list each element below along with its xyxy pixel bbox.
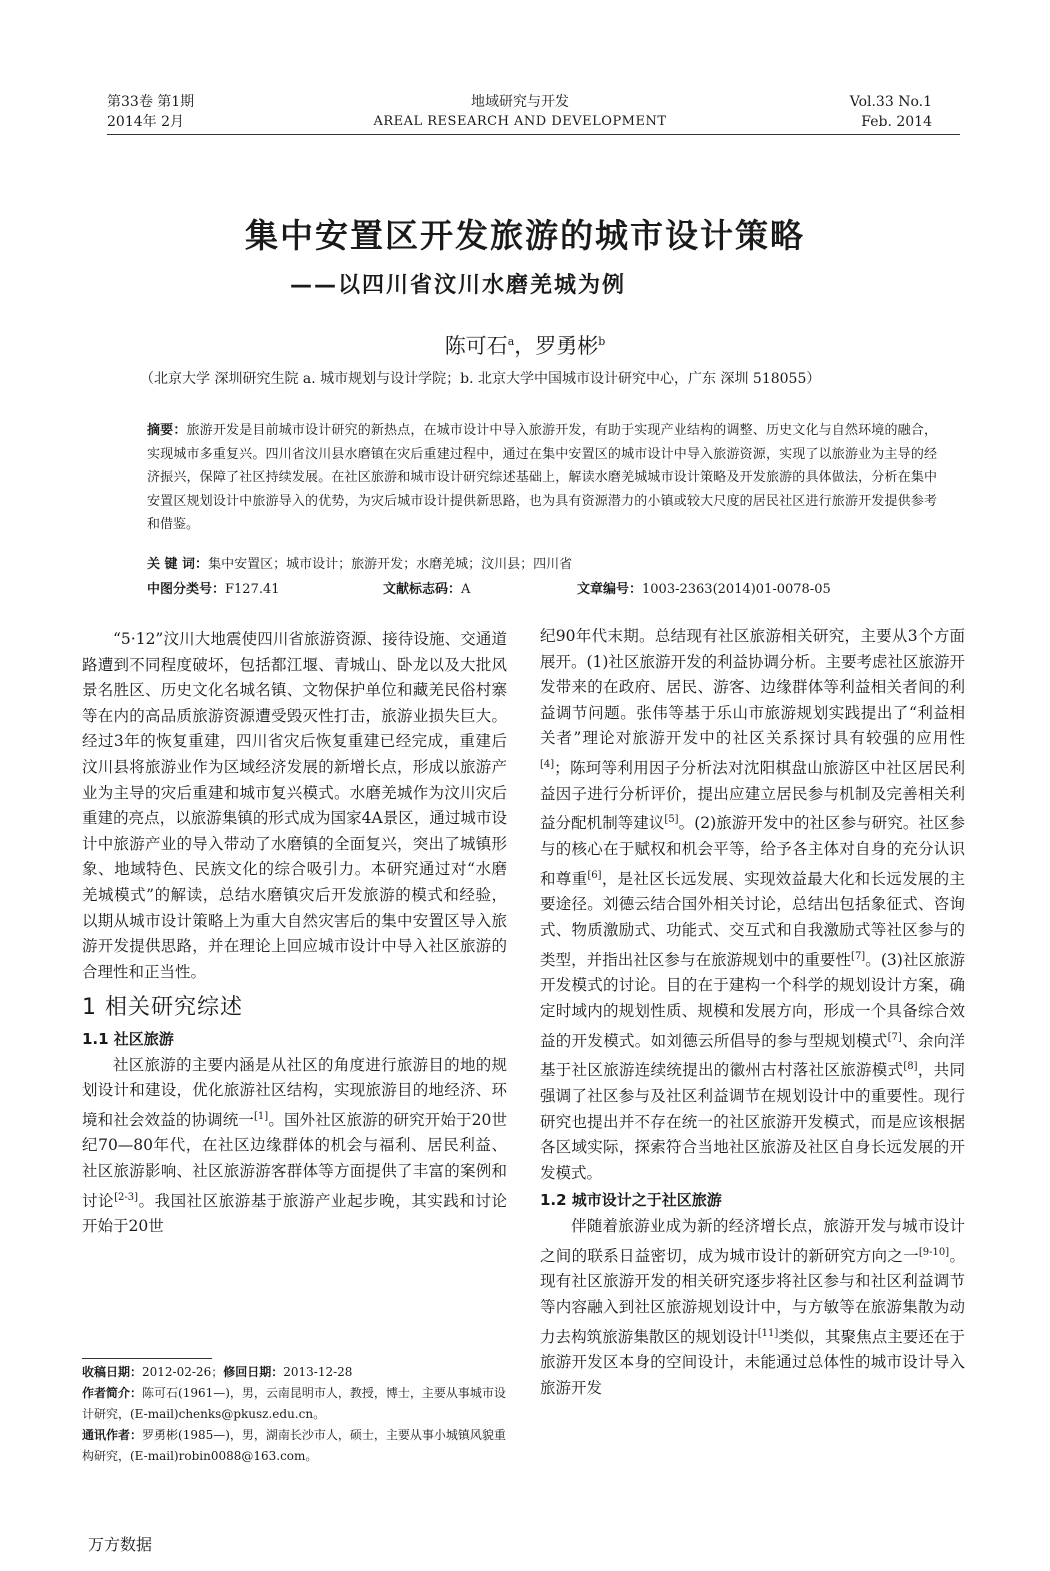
author-name: 陈可石 [444,334,508,358]
watermark: 万方数据 [88,1535,153,1554]
author-affil-mark: b [598,335,606,348]
citation: [2-3] [114,1191,138,1203]
body-text: 。(3)社区旅游开发模式的讨论。目的在于建构一个科学的规划设计方案，确定时域内的规划性质、规模和发展方向，形成一个具备综合效益的开发模式。如刘德云所倡导的参与型规划模式 [540,950,965,1050]
body-paragraph [540,1214,965,1401]
body-text: ，共同强调了社区参与及社区利益调节在规划设计中的重要性。现行研究也提出并不存在统一的社区旅游开发模式，而是应该根据各区域实际，探索符合当地社区旅游及社区自身长远发展的开发模式。 [540,1061,965,1182]
author-bio [82,1383,507,1425]
author-separator: ， [514,334,536,358]
citation: [1] [254,1110,269,1122]
author-affil-mark: a [507,335,515,348]
citation: [7] [887,1031,902,1043]
revised-label: 修回日期： [223,1365,284,1379]
body-text: 类似，其聚焦点主要还在于旅游开发区本身的空间设计，未能通过总体性的城市设计导入旅游开发 [540,1327,965,1397]
received-label: 收稿日期： [82,1365,143,1379]
author-bio-label: 作者简介： [82,1386,143,1400]
citation: [9-10] [918,1246,950,1258]
doc-code-value: A [461,582,471,597]
body-text: 。我国社区旅游基于旅游产业起步晚，其实践和讨论开始于20世 [82,1191,507,1236]
body-text: ；陈珂等利用因子分析法对沈阳棋盘山旅游区中社区居民利益因子进行分析评价，提出应建立居民参与机制及完善相关利益分配机制等建议 [540,759,965,833]
affiliation: （北京大学 深圳研究生院 a. 城市规划与设计学院；b. 北京大学中国城市设计研究中心，广东 深圳 518055） [140,371,821,387]
journal-name-en: AREAL RESEARCH AND DEVELOPMENT [373,114,667,129]
header-rule [107,134,960,135]
abstract-label: 摘要： [147,423,187,438]
journal-name [300,92,740,132]
doc-code-label: 文献标志码： [383,582,462,597]
body-text: 伴随着旅游业成为新的经济增长点，旅游开发与城市设计之间的联系日益密切，成为城市设计的新研究方向之一 [540,1217,965,1265]
citation: [4] [540,758,555,770]
keywords [147,553,937,572]
abstract-text: 旅游开发是目前城市设计研究的新热点，在城市设计中导入旅游开发，有助于实现产业结构的调整、历史文化与自然环境的融合，实现城市多重复兴。四川省汶川县水磨镇在灾后重建过程中，通过在集中安置区的城市设计中导入旅游资源，实现了以旅游业为主导的经济振兴，保障了社区持续发展。在社区旅游和城市设计研究综述基础上，解读水磨羌城城市设计策略及开发旅游的具体做法，分析在集中安置区规划设计中旅游导入的优势，为灾后城市设计提供新思路，也为具有资源潜力的小镇或较大尺度的居民社区进行旅游开发提供参考和借鉴。 [147,423,937,532]
article-id-value: 1003-2363(2014)01-0078-05 [642,582,831,597]
received-dates [82,1362,507,1383]
article-title: 集中安置区开发旅游的城市设计策略 [245,216,805,255]
keywords-label: 关 键 词： [147,557,209,572]
body-text: 。现有社区旅游开发的相关研究逐步将社区参与和社区利益调节等内容融入到社区旅游规划设计中，与方敏等在旅游集散为动力去构筑旅游集散区的规划设计 [540,1246,965,1346]
author-name: 罗勇彬 [535,334,599,358]
footnote-rule [82,1358,212,1359]
publication-date: 2014年 2月 [107,114,184,130]
citation: [11] [757,1327,779,1339]
section-heading: 1 相关研究综述 [82,995,243,1021]
clc-label: 中图分类号： [147,582,226,597]
corresponding-author [82,1425,507,1467]
corresponding-author-text: 罗勇彬(1985—)，男，湖南长沙市人，硕士，主要从事小城镇风貌重构研究，(E-mail)robin0088@163.com。 [82,1428,506,1463]
footnote [82,1362,507,1467]
body-text: 社区旅游的主要内涵是从社区的角度进行旅游目的地的规划设计和建设，优化旅游社区结构，实现旅游目的地经济、环境和社会效益的协调统一 [82,1055,507,1129]
journal-volume-info [107,92,194,132]
body-paragraph [540,624,965,1186]
publication-date-en: Feb. 2014 [861,114,932,130]
keywords-text: 集中安置区；城市设计；旅游开发；水磨羌城；汶川县；四川省 [208,557,573,572]
received-date: 2012-02-26； [142,1365,224,1379]
intro-paragraph: “5·12”汶川大地震使四川省旅游资源、接待设施、交通道路遭到不同程度破坏，包括都江堰、青城山、卧龙以及大批风景名胜区、历史文化名城名镇、文物保护单位和藏羌民俗村寨等在内的高品质旅游资源遭受毁灭性打击，旅游业损失巨大。经过3年的恢复重建，四川省灾后恢复重建已经完成，重建后汶川县将旅游业作为区域经济发展的新增长点，形成以旅游产业为主导的灾后重建和城市复兴模式。水磨羌城作为汶川灾后重建的亮点，以旅游集镇的形式成为国家4A景区，通过城市设计中旅游产业的导入带动了水磨镇的全面复兴，突出了城镇形象、地域特色、民族文化的综合吸引力。本研究通过对“水磨羌城模式”的解读，总结水磨镇灾后开发旅游的模式和经验，以期从城市设计策略上为重大自然灾害后的集中安置区导入旅游开发提供思路，并在理论上回应城市设计中导入社区旅游的合理性和正当性。 [82,630,507,981]
volume-issue-en: Vol.33 No.1 [849,94,932,110]
author-line [0,330,1050,360]
article-id-label: 文章编号： [577,582,643,597]
body-text: 、余向洋基于社区旅游连续统提出的徽州古村落社区旅游模式 [540,1031,965,1080]
citation: [7] [851,950,866,962]
clc-value: F127.41 [225,582,280,597]
corresponding-author-label: 通讯作者： [82,1428,143,1442]
citation: [5] [664,814,679,826]
body-text: 。(2)旅游开发中的社区参与研究。社区参与的核心在于赋权和机会平等，给予各主体对自身的充分认识和尊重 [540,814,965,888]
journal-name-cn: 地域研究与开发 [471,94,569,110]
left-column [82,627,507,1240]
journal-volume-info-en [800,92,932,132]
right-column [540,624,965,1401]
subsection-heading: 1.2 城市设计之于社区旅游 [540,1191,722,1210]
classification-info [147,578,937,597]
revised-date: 2013-12-28 [283,1365,353,1379]
volume-issue: 第33卷 第1期 [107,94,195,110]
citation: [8] [903,1061,918,1073]
subsection-heading: 1.1 社区旅游 [82,1029,174,1048]
body-paragraph [82,1053,507,1240]
author-bio-text: 陈可石(1961—)，男，云南昆明市人，教授，博士，主要从事城市设计研究，(E-mail)chenks@pkusz.edu.cn。 [82,1386,506,1421]
body-text: 。国外社区旅游的研究开始于20世纪70—80年代，在社区边缘群体的机会与福利、居民利益、社区旅游影响、社区旅游游客群体等方面提供了丰富的案例和讨论 [82,1110,507,1210]
article-subtitle: ——以四川省汶川水磨羌城为例 [290,273,627,298]
citation: [6] [587,869,602,881]
abstract [147,419,937,537]
body-text: 纪90年代末期。总结现有社区旅游相关研究，主要从3个方面展开。(1)社区旅游开发的利益协调分析。主要考虑社区旅游开发带来的在政府、居民、游客、边缘群体等利益相关者间的利益调节问题。张伟等基于乐山市旅游规划实践提出了“利益相关者”理论对旅游开发中的社区关系探讨具有较强的应用性 [540,627,965,748]
body-text: ，是社区长远发展、实现效益最大化和长远发展的主要途径。刘德云结合国外相关讨论，总结出包括象征式、咨询式、物质激励式、功能式、交互式和自我激励式等社区参与的类型，并指出社区参与在旅游规划中的重要性 [540,869,965,969]
